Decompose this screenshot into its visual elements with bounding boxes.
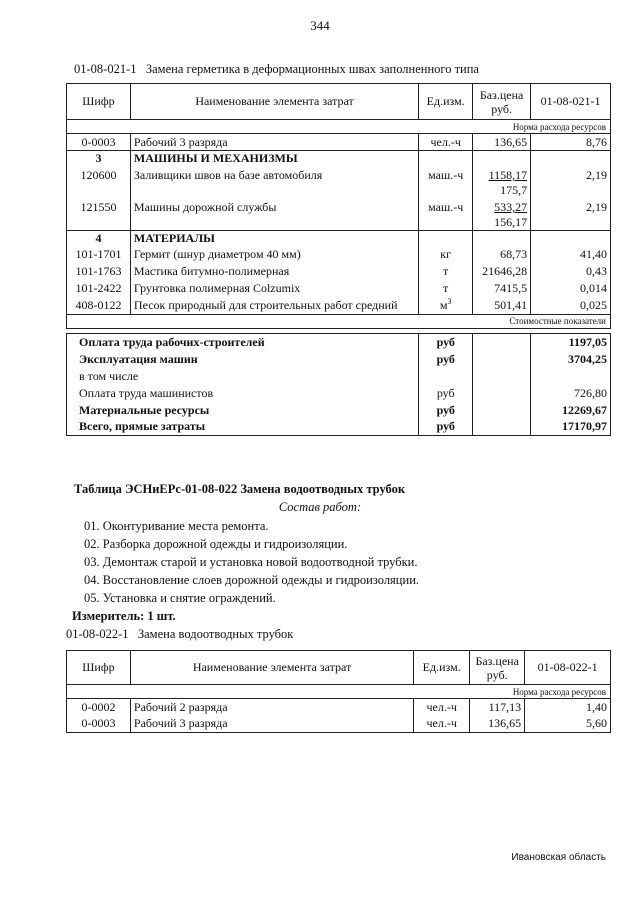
cost-summary [66,333,611,436]
group-row: 3 МАШИНЫ И МЕХАНИЗМЫ [67,151,611,167]
header-name: Наименование элемента затрат [130,651,413,685]
norm-title: Замена герметика в деформационных швах заполненного типа [145,62,479,76]
norm-caption-1 [74,62,479,77]
header-price: Баз.цена руб. [473,84,531,120]
norm-caption-2 [66,627,293,642]
footer-region: Ивановская область [511,852,606,863]
work-item: 01. Оконтуривание места ремонта. [84,519,269,533]
cost-row: Материальные ресурсы руб 12269,67 [67,402,611,419]
table2-title: Таблица ЭСНиЕРс-01-08-022 Замена водоотводных трубок [74,482,406,496]
composition-label: Состав работ: [278,500,362,514]
work-item: 04. Восстановление слоев дорожной одежды и гидроизоляции. [84,573,420,587]
norm-title: Замена водоотводных трубок [137,627,294,641]
table-row: 120600 Заливщики швов на базе автомобиля маш.-ч 1158,17 175,7 2,19 [67,166,611,198]
table-row: 408-0122 Песок природный для строительных работ средний $м^3$ 501,41 0,025 [67,297,611,314]
table-row: 101-2422 Грунтовка полимерная Colzumix т 7415,5 0,014 [67,280,611,297]
work-item: 03. Демонтаж старой и установка новой водоотводной трубки. [84,555,418,569]
table-row: 101-1763 Мастика битумно-полимерная т 21646,28 0,43 [67,263,611,280]
norm-caption: Норма расхода ресурсов [470,685,611,699]
cost-row: Эксплуатация машин руб 3704,25 [67,351,611,368]
cost-caption: Стоимостные показатели [473,314,611,328]
table-row: 0-0003 Рабочий 3 разряда чел.-ч 136,65 5,60 [67,716,611,733]
cost-row: Оплата труда рабочих-строителей руб 1197,05 [67,334,611,351]
header-price: Баз.цена руб. [470,651,525,685]
resource-table-1 [66,83,611,329]
table-row: 101-1701 Гермит (шнур диаметром 40 мм) кг 68,73 41,40 [67,246,611,263]
header-name: Наименование элемента затрат [130,84,418,120]
norm-code: 01-08-022-1 [66,627,129,641]
table-row: 0-0003 Рабочий 3 разряда чел.-ч 136,65 8,76 [67,134,611,151]
norm-caption: Норма расхода ресурсов [473,120,611,134]
header-unit: Ед.изм. [419,84,473,120]
cost-row: в том числе [67,368,611,385]
norm-code: 01-08-021-1 [74,62,137,76]
table-row: 121550 Машины дорожной службы маш.-ч 533,27 156,17 2,19 [67,198,611,231]
cost-row: Оплата труда машинистов руб 726,80 [67,385,611,402]
header-code: Шифр [67,84,131,120]
group-row: 4 МАТЕРИАЛЫ [67,231,611,247]
cost-row: Всего, прямые затраты руб 17170,97 [67,419,611,436]
table-row: 0-0002 Рабочий 2 разряда чел.-ч 117,13 1,40 [67,699,611,716]
header-unit: Ед.изм. [414,651,470,685]
work-item: 05. Установка и снятие ограждений. [84,591,276,605]
measure: Измеритель: 1 шт. [72,609,176,623]
work-item: 02. Разборка дорожной одежды и гидроизоляции. [84,537,348,551]
header-norm: 01-08-022-1 [525,651,611,685]
header-code: Шифр [67,651,131,685]
resource-table-2 [66,650,611,733]
header-norm: 01-08-021-1 [531,84,611,120]
page-number: 344 [310,18,330,33]
